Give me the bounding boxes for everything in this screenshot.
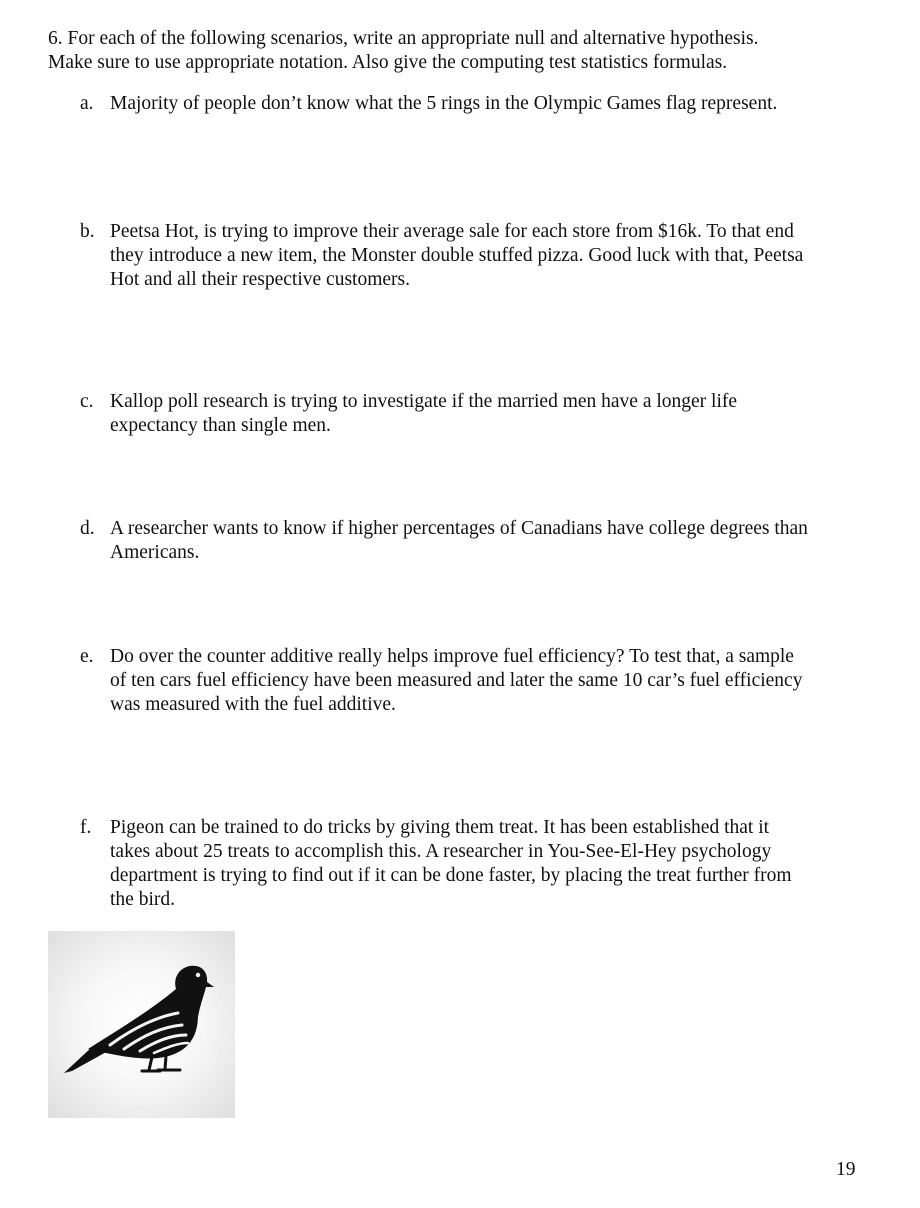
item-line: expectancy than single men.	[110, 415, 331, 436]
item-letter: f.	[80, 817, 92, 838]
item-line: Do over the counter additive really helps improve fuel efficiency? To test that, a sample	[110, 646, 794, 667]
item-letter: d.	[80, 518, 95, 539]
question-line: 6. For each of the following scenarios, write an appropriate null and alternative hypothesis.	[48, 28, 759, 49]
scenario-b	[80, 220, 870, 292]
question-line: Make sure to use appropriate notation. Also give the computing test statistics formulas.	[48, 51, 728, 73]
scenario-c	[80, 390, 870, 438]
item-letter: a.	[80, 93, 94, 114]
scenario-e	[80, 645, 870, 717]
item-line: of ten cars fuel efficiency have been measured and later the same 10 car’s fuel efficiency	[110, 670, 803, 691]
item-letter: b.	[80, 221, 95, 242]
pigeon-image	[48, 931, 235, 1118]
item-line: takes about 25 treats to accomplish this. A researcher in You-See-El-Hey psychology	[110, 841, 772, 862]
item-line: they introduce a new item, the Monster double stuffed pizza. Good luck with that, Peetsa	[110, 245, 804, 266]
item-line: was measured with the fuel additive.	[110, 694, 396, 715]
item-line: Peetsa Hot, is trying to improve their average sale for each store from $16k. To that end	[110, 221, 794, 242]
scenario-d	[80, 517, 870, 565]
item-line: Kallop poll research is trying to investigate if the married men have a longer life	[110, 391, 738, 412]
scenario-a	[80, 92, 870, 116]
item-line: Majority of people don’t know what the 5 rings in the Olympic Games flag represent.	[110, 93, 778, 114]
pigeon-icon	[48, 931, 235, 1118]
scenario-f	[80, 816, 870, 912]
item-line: Hot and all their respective customers.	[110, 269, 410, 290]
item-letter: c.	[80, 391, 94, 412]
item-line: Americans.	[110, 542, 200, 563]
item-line: the bird.	[110, 889, 175, 910]
question-prompt	[48, 27, 878, 74]
item-letter: e.	[80, 646, 94, 667]
item-line: department is trying to find out if it can be done faster, by placing the treat further from	[110, 865, 792, 886]
item-line: A researcher wants to know if higher percentages of Canadians have college degrees than	[110, 518, 808, 539]
item-line: Pigeon can be trained to do tricks by giving them treat. It has been established that it	[110, 817, 770, 838]
page-number: 19	[836, 1159, 856, 1180]
